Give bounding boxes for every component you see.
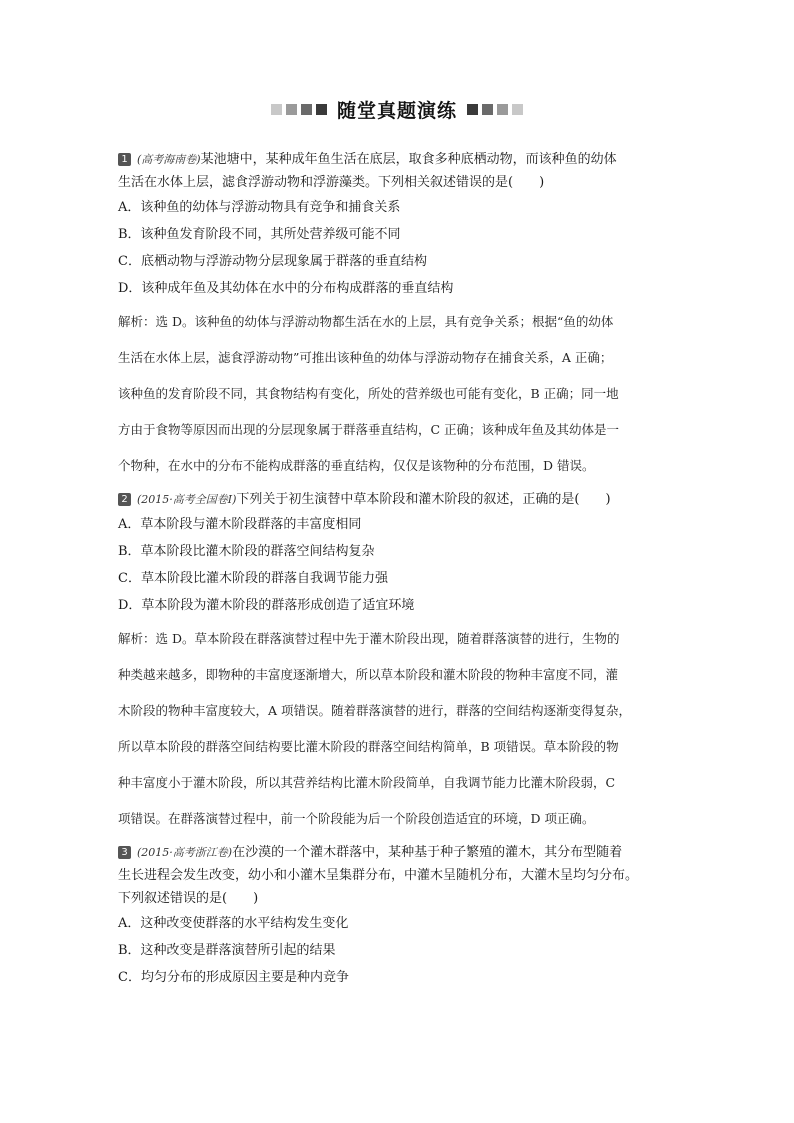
decor-square — [286, 104, 297, 115]
question-source: (2015·高考全国卷Ⅰ) — [137, 493, 237, 506]
question-stem-line — [118, 148, 678, 171]
answer-line: 个物种，在水中的分布不能构成群落的垂直结构，仅仅是该物种的分布范围，D 错误。 — [118, 458, 595, 473]
question-stem: 在沙漠的一个灌木群落中，某种基于种子繁殖的灌木，其分布型随着 — [232, 845, 623, 860]
answer-explanation — [118, 621, 678, 837]
answer-line: 木阶段的物种丰富度较大，A 项错误。随着群落演替的进行，群落的空间结构逐渐变得复杂， — [118, 703, 632, 718]
option-c: C．均匀分布的形成原因主要是种内竞争 — [118, 970, 349, 985]
answer-line: 解析：选 D。草本阶段在群落演替过程中先于灌木阶段出现，随着群落演替的进行，生物的 — [118, 631, 620, 646]
question-1 — [118, 148, 678, 484]
decor-square — [482, 104, 493, 115]
answer-line: 生活在水体上层，滤食浮游动物”可推出该种鱼的幼体与浮游动物存在捕食关系，A 正确； — [118, 350, 613, 365]
page-title: 随堂真题演练 — [336, 99, 457, 122]
decor-square — [467, 104, 478, 115]
decor-square — [271, 104, 282, 115]
option-a: A．草本阶段与灌木阶段群落的丰富度相同 — [118, 517, 362, 532]
option-d: D．草本阶段为灌木阶段的群落形成创造了适宜环境 — [118, 598, 415, 613]
option-a: A．这种改变使群落的水平结构发生变化 — [118, 916, 349, 931]
question-3 — [118, 841, 678, 991]
question-number-badge: 3 — [118, 846, 131, 859]
answer-line: 项错误。在群落演替过程中，前一个阶段能为后一个阶段创造适宜的环境，D 项正确。 — [118, 811, 595, 826]
question-stem-line: 生长进程会发生改变，幼小和小灌木呈集群分布，中灌木呈随机分布，大灌木呈均匀分布。 — [118, 868, 639, 883]
question-stem-line: 下列叙述错误的是( ) — [118, 891, 259, 906]
question-stem: 下列关于初生演替中草本阶段和灌木阶段的叙述，正确的是( ) — [236, 492, 611, 507]
answer-line: 所以草本阶段的群落空间结构要比灌木阶段的群落空间结构简单，B 项错误。草本阶段的物 — [118, 739, 619, 754]
question-stem-line — [118, 488, 678, 511]
decor-square — [301, 104, 312, 115]
option-b: B．该种鱼发育阶段不同，其所处营养级可能不同 — [118, 227, 401, 242]
option-d: D．该种成年鱼及其幼体在水中的分布构成群落的垂直结构 — [118, 281, 454, 296]
section-header — [0, 94, 794, 124]
answer-line: 解析：选 D。该种鱼的幼体与浮游动物都生活在水的上层，具有竞争关系；根据“鱼的幼体 — [118, 314, 614, 329]
option-c: C．草本阶段比灌木阶段的群落自我调节能力强 — [118, 571, 388, 586]
option-b: B．这种改变是群落演替所引起的结果 — [118, 943, 336, 958]
question-source: (高考海南卷) — [137, 153, 201, 166]
answer-explanation — [118, 304, 678, 484]
option-a: A．该种鱼的幼体与浮游动物具有竞争和捕食关系 — [118, 200, 401, 215]
question-number-badge: 2 — [118, 493, 131, 506]
decor-square — [497, 104, 508, 115]
answer-line: 方由于食物等原因而出现的分层现象属于群落垂直结构，C 正确；该种成年鱼及其幼体是一 — [118, 422, 620, 437]
question-number-badge: 1 — [118, 153, 131, 166]
decor-square — [316, 104, 327, 115]
decor-square — [512, 104, 523, 115]
question-stem-line — [118, 841, 678, 864]
option-b: B．草本阶段比灌木阶段的群落空间结构复杂 — [118, 544, 375, 559]
question-source: (2015·高考浙江卷) — [137, 846, 233, 859]
question-list — [118, 148, 678, 995]
answer-line: 种丰富度小于灌木阶段，所以其营养结构比灌木阶段简单，自我调节能力比灌木阶段弱，C — [118, 775, 616, 790]
question-2 — [118, 488, 678, 837]
answer-line: 该种鱼的发育阶段不同，其食物结构有变化，所处的营养级也可能有变化，B 正确；同一地 — [118, 386, 619, 401]
option-c: C．底栖动物与浮游动物分层现象属于群落的垂直结构 — [118, 254, 427, 269]
question-stem: 某池塘中，某种成年鱼生活在底层，取食多种底栖动物，而该种鱼的幼体 — [200, 152, 617, 167]
answer-line: 种类越来越多，即物种的丰富度逐渐增大，所以草本阶段和灌木阶段的物种丰富度不同，灌 — [118, 667, 619, 682]
question-stem-line: 生活在水体上层，滤食浮游动物和浮游藻类。下列相关叙述错误的是( ) — [118, 175, 545, 190]
